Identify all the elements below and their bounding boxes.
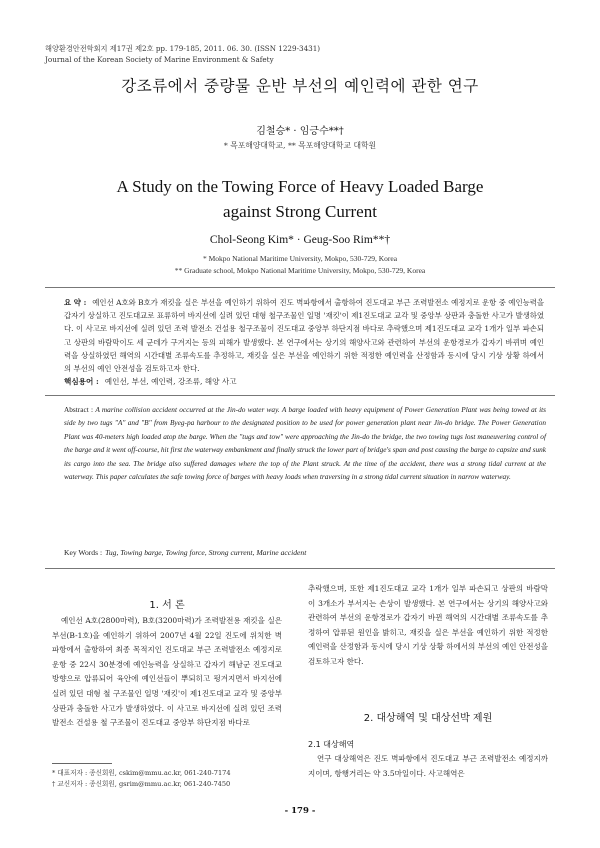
english-abstract-text: A marine collision accident occurred at the Jin-do water way. A barge loaded with heavy equipment of Power Generation Plant was being towed at its side by two tugs "A" and "B" from Byeg-pa harbour to the designated position to be used for power generation plant near Jin-do bridge. The Power Generation Plant was 40-meters high loaded atop the barge. When the "tugs and tow" were approaching the Jin-do the bridge, the two towing tugs lost maneuvering control of the barge and it went off-course, hit first the waterway embankment and finally struck the lower part of bridge's span and post causing the barge to capsize and sunk its cargo into the sea. The bridge also suffered damages where the top of the Plant struck. At the time of the accident, there was a strong tidal current at the waterway. This paper calculates the safe towing force of barges with heavy loads when traversing in a strong tidal current situation in narrow waterway.	[64, 405, 546, 482]
right-column-paragraph-1: 추락했으며, 또한 제1진도대교 교각 1개가 일부 파손되고 상판의 바람막이 3개소가 부서지는 손상이 발생했다. 본 연구에서는 상기의 해양사고와 관련하여 부선의 운항경로가 갑자기 바뀐 해역의 시간대별 조류속도를 추정하여 압류된 원인을 밝히고, 재킷을 실은 부선을 예인하기 위한 적정한 예인력을 산정함과 동시에 당시 기상 상황 하에서의 부선의 예인 안전성을 검토하고자 한다.	[308, 584, 548, 666]
english-title-line2: against Strong Current	[223, 202, 377, 221]
right-column-paragraph-2: 연구 대상해역은 진도 벽파항에서 진도대교 부근 조력발전소 예정지까지이며, 항행거리는 약 3.5마일이다. 사고해역은	[308, 754, 548, 778]
middle-divider	[45, 395, 555, 396]
section-1-paragraph: 예인선 A호(2800마력), B호(3200마력)가 조력발전용 재킷을 실은 부선(B-1호)을 예인하기 위하여 2007년 4월 22일 진도에 위치한 벽파항에서 출항하여 최종 목적지인 진도대교 부근 조력발전소 예정지로 운항 중 22시 30분경에 예인능력을 상실하고 갑자기 해남군 진도대교방향으로 압류되어 육안에 예인선들이 뿌되히고 펑겨지면서 바지선에 실려 있던 대형 철 구조물인 일명 '재킷'이 제1진도대교 교각 및 중앙부 상판과 충돌한 사고가 발생하였다. 이 사고로 바지선에 실려 있던 조력 발전소 건설용 철 구조물이 진도대교 중앙부 하단지점 바다로	[52, 616, 282, 728]
bottom-divider	[45, 568, 555, 569]
english-abstract	[64, 403, 546, 483]
journal-header-line1: 해양환경안전학회지 제17권 제2호 pp. 179-185, 2011. 06. 30. (ISSN 1229-3431)	[45, 44, 321, 53]
footnote-contact-author: † 교신저자 : 종신회원, gsrim@mmu.ac.kr, 061-240-7450	[52, 780, 231, 788]
korean-title: 강조류에서 중량물 운반 부선의 예인력에 관한 연구	[121, 77, 479, 95]
journal-header-line2: Journal of the Korean Society of Marine Environment & Safety	[45, 55, 274, 64]
english-keywords-text: Tug, Towing barge, Towing force, Strong current, Marine accident	[105, 548, 307, 557]
english-authors: Chol-Seong Kim* · Geug-Soo Rim**†	[209, 234, 391, 246]
section-1-title: 1. 서 론	[149, 600, 185, 611]
top-divider	[45, 287, 555, 288]
english-affiliation2: ** Graduate school, Mokpo National Maritime University, Mokpo, 530-729, Korea	[174, 266, 426, 275]
english-keywords	[64, 548, 306, 557]
korean-keywords-text: 예인선, 부선, 예인력, 강조류, 해양 사고	[104, 377, 237, 386]
korean-authors: 김철승* · 임긍수**†	[256, 126, 344, 137]
korean-abstract-text: 예인선 A호와 B호가 재킷을 실은 부선을 예인하기 위하여 진도 벽파항에서 출항하여 진도대교 부근 조력발전소 예정지로 운항 중 예인능력을 갑자기 상실하고 진도대교로 표류하여 바지선에 실려 있던 대형 철구조물인 일명 '재킷'이 제1진도대교 교각 및 중앙부 상판과 충돌한 사고가 발생하였다. 이 사고로 바지선에 실려 있던 조력 발전소 건설용 철구조물이 진도대교 중앙부 하단지점 바다로 추락했으며 제1진도대교 교각 1개가 일부 파손되고 상판의 바람막이도 세 군데가 구겨지는 등의 피해가 발생했다. 본 연구에서는 상기의 해양사고와 관련하여 부선의 운항경로가 갑자기 바뀌며 예인력을 상실하였던 해역의 시간대별 조류속도를 추정하고, 재킷을 실은 부선을 예인하기 위한 적정한 예인력을 산정함과 동시에 당시 기상 상황 하에서의 부선의 예인 안전성을 검토하고자 한다.	[64, 298, 545, 374]
korean-keywords	[64, 376, 237, 387]
english-affiliation1: * Mokpo National Maritime University, Mokpo, 530-729, Korea	[202, 254, 398, 263]
section-2-title: 2. 대상해역 및 대상선박 제원	[363, 713, 493, 724]
korean-abstract-label: 요 약 :	[64, 298, 87, 307]
english-title	[0, 174, 600, 224]
korean-keywords-label: 핵심용어 :	[64, 377, 99, 386]
page-number: - 179 -	[284, 806, 316, 816]
english-abstract-label: Abstract :	[64, 405, 94, 414]
english-keywords-label: Key Words :	[64, 548, 103, 557]
korean-affiliations: * 목포해양대학교, ** 목포해양대학교 대학원	[223, 141, 377, 150]
footnote-corresponding-author: * 대표저자 : 종신회원, cskim@mmu.ac.kr, 061-240-7174	[52, 769, 231, 777]
footnote-divider	[52, 763, 112, 764]
subsection-2-1-title: 2.1 대상해역	[308, 740, 355, 749]
english-title-line1: A Study on the Towing Force of Heavy Loaded Barge	[116, 177, 484, 196]
korean-abstract	[64, 296, 544, 375]
